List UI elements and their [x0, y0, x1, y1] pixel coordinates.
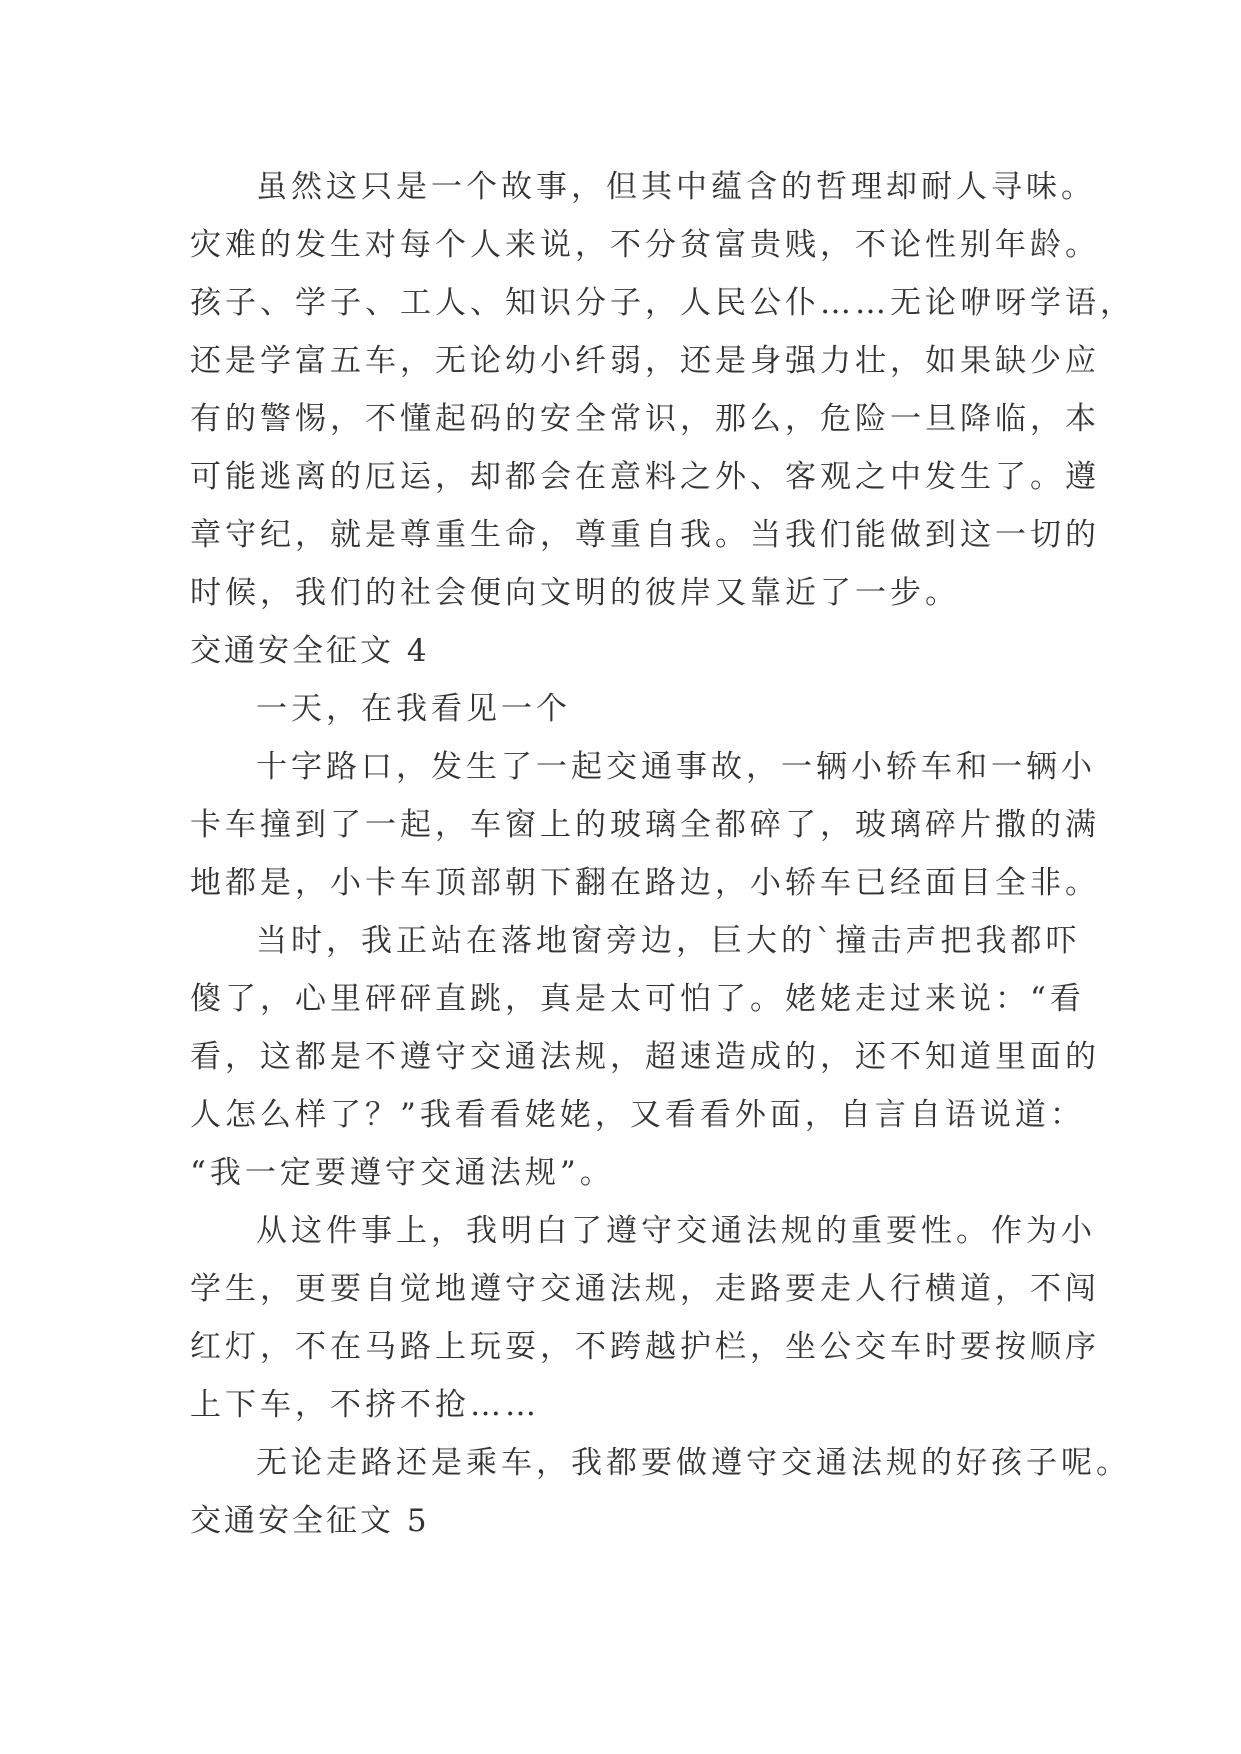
paragraph-line: “我一定要遵守交通法规”。: [190, 1155, 615, 1191]
paragraph-line: 学生，更要自觉地遵守交通法规，走路要走人行横道，不闯: [190, 1271, 1100, 1307]
paragraph-line: 从这件事上，我明白了遵守交通法规的重要性。作为小: [256, 1213, 1096, 1249]
paragraph-line: 无论走路还是乘车，我都要做遵守交通法规的好孩子呢。: [256, 1445, 1131, 1481]
document-body: [190, 158, 1135, 1550]
paragraph-line: 地都是，小卡车顶部朝下翻在路边，小轿车已经面目全非。: [190, 865, 1100, 901]
paragraph-line: 傻了，心里砰砰直跳，真是太可怕了。姥姥走过来说：“看: [190, 981, 1085, 1017]
paragraph-line: 一天，在我看见一个: [256, 691, 571, 727]
section-heading: 交通安全征文 5: [190, 1503, 430, 1539]
paragraph-line: 卡车撞到了一起，车窗上的玻璃全都碎了，玻璃碎片撒的满: [190, 807, 1100, 843]
paragraph-line: 上下车，不挤不抢……: [190, 1387, 540, 1423]
section-heading: 交通安全征文 4: [190, 633, 430, 669]
paragraph-line: 红灯，不在马路上玩耍，不跨越护栏，坐公交车时要按顺序: [190, 1329, 1100, 1365]
paragraph-line: 人怎么样了？”我看看姥姥，又看看外面，自言自语说道：: [190, 1097, 1085, 1133]
paragraph-line: 虽然这只是一个故事，但其中蕴含的哲理却耐人寻味。: [256, 169, 1096, 205]
paragraph-line: 可能逃离的厄运，却都会在意料之外、客观之中发生了。遵: [190, 459, 1100, 495]
paragraph-line: 当时，我正站在落地窗旁边，巨大的`撞击声把我都吓: [256, 923, 1081, 959]
paragraph-line: 看，这都是不遵守交通法规，超速造成的，还不知道里面的: [190, 1039, 1100, 1075]
paragraph-line: 有的警惕，不懂起码的安全常识，那么，危险一旦降临，本: [190, 401, 1100, 437]
paragraph-line: 十字路口，发生了一起交通事故，一辆小轿车和一辆小: [256, 749, 1096, 785]
paragraph-line: 还是学富五车，无论幼小纤弱，还是身强力壮，如果缺少应: [190, 343, 1100, 379]
paragraph-line: 章守纪，就是尊重生命，尊重自我。当我们能做到这一切的: [190, 517, 1100, 553]
paragraph-line: 时候，我们的社会便向文明的彼岸又靠近了一步。: [190, 575, 960, 611]
paragraph-line: 灾难的发生对每个人来说，不分贫富贵贱，不论性别年龄。: [190, 227, 1100, 263]
paragraph-line: 孩子、学子、工人、知识分子，人民公仆……无论咿呀学语，: [190, 285, 1135, 321]
